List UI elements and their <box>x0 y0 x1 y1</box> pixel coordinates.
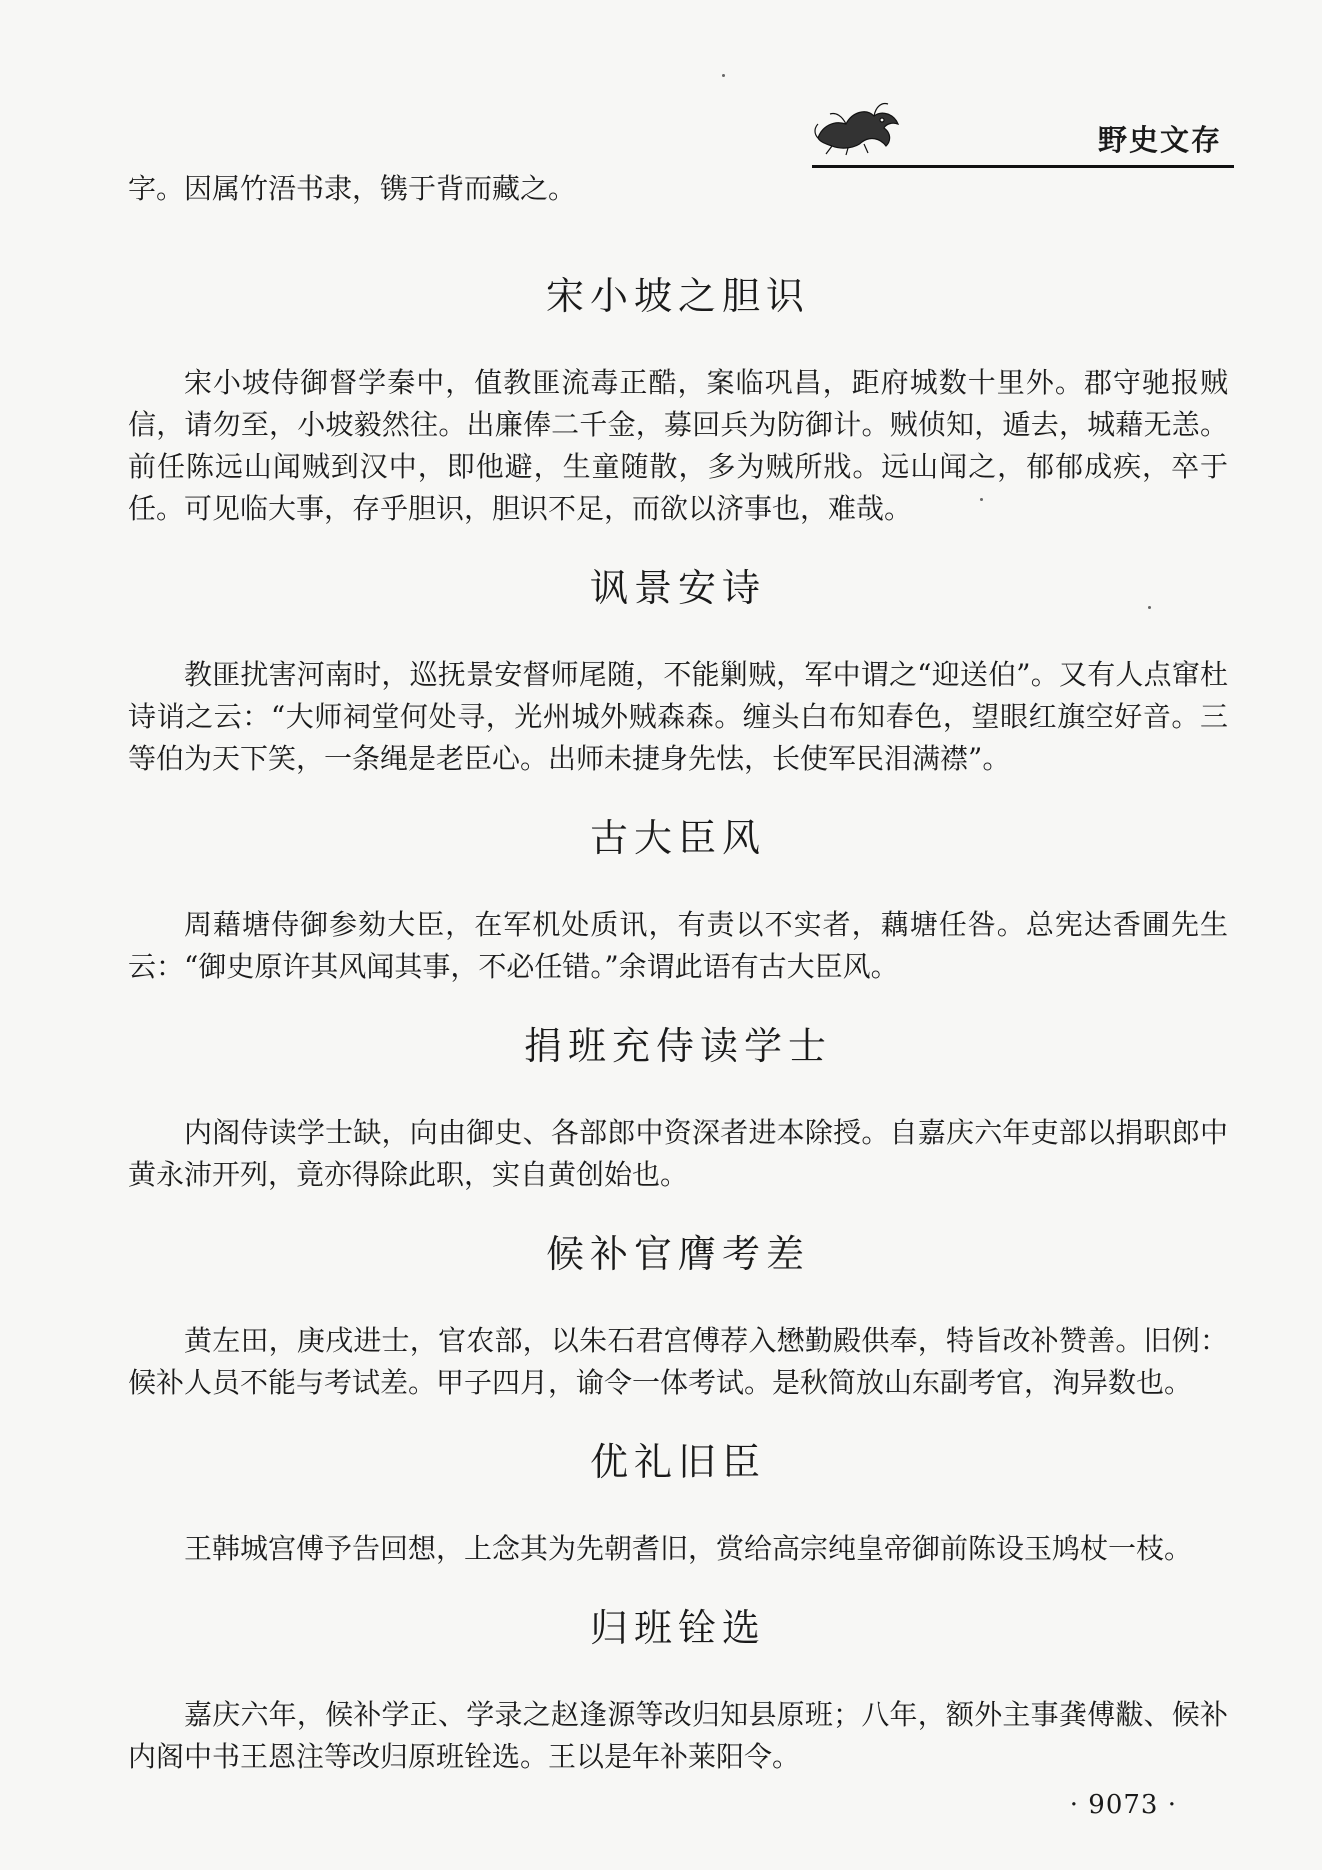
section-paragraph: 周藉塘侍御参劾大臣，在军机处质讯，有责以不实者，藕塘任咎。总宪达香圃先生云：“御史原许其风闻其事，不必任错。”余谓此语有古大臣风。 <box>128 908 1228 983</box>
section-title: 讽景安诗 <box>589 566 766 610</box>
page-number: · 9073 · <box>1069 1790 1177 1820</box>
section-paragraph: 王韩城宫傅予告回想，上念其为先朝耆旧，赏给高宗纯皇帝御前陈设玉鸠杖一枝。 <box>184 1532 1193 1565</box>
section-paragraph: 宋小坡侍御督学秦中，值教匪流毒正酷，案临巩昌，距府城数十里外。郡守驰报贼信，请勿至，小坡毅然往。出廉俸二千金，募回兵为防御计。贼侦知，遁去，城藉无恙。前任陈远山闻贼到汉中，即他避，生童随散，多为贼所戕。远山闻之，郁郁成疾，卒于任。可见临大事，存乎胆识，胆识不足，而欲以济事也，难哉。 <box>128 366 1228 525</box>
section-paragraph: 嘉庆六年，候补学正、学录之赵逢源等改归知县原班；八年，额外主事龚傅黻、候补内阁中书王恩注等改归原班铨选。王以是年补莱阳令。 <box>128 1698 1228 1773</box>
scan-speck <box>722 74 725 77</box>
book-series-title: 野史文存 <box>1097 123 1222 157</box>
section-title: 候补官膺考差 <box>545 1232 810 1276</box>
scan-speck <box>980 498 983 501</box>
section-title: 古大臣风 <box>589 816 766 860</box>
scan-speck <box>1148 606 1151 609</box>
section-paragraph: 内阁侍读学士缺，向由御史、各部郎中资深者进本除授。自嘉庆六年吏部以捐职郎中黄永沛开列，竟亦得除此职，实自黄创始也。 <box>128 1116 1228 1191</box>
page-content <box>128 168 1228 1778</box>
continued-paragraph: 字。因属竹浯书隶，镌于背而藏之。 <box>128 172 577 205</box>
dragon-emblem-icon <box>812 98 904 156</box>
section-title: 宋小坡之胆识 <box>545 274 810 318</box>
section-paragraph: 教匪扰害河南时，巡抚景安督师尾随，不能剿贼，军中谓之“迎送伯”。又有人点窜杜诗诮之云：“大师祠堂何处寻，光州城外贼森森。缠头白布知春色，望眼红旗空好音。三等伯为天下笑，一条绳是老臣心。出师未捷身先怯，长使军民泪满襟”。 <box>128 658 1228 775</box>
section-title: 归班铨选 <box>589 1606 766 1650</box>
section-title: 捐班充侍读学士 <box>523 1024 832 1068</box>
section-title: 优礼旧臣 <box>589 1440 766 1484</box>
section-paragraph: 黄左田，庚戌进士，官农部，以朱石君宫傅荐入懋勤殿供奉，特旨改补赞善。旧例：候补人员不能与考试差。甲子四月，谕令一体考试。是秋简放山东副考官，洵异数也。 <box>128 1324 1228 1399</box>
